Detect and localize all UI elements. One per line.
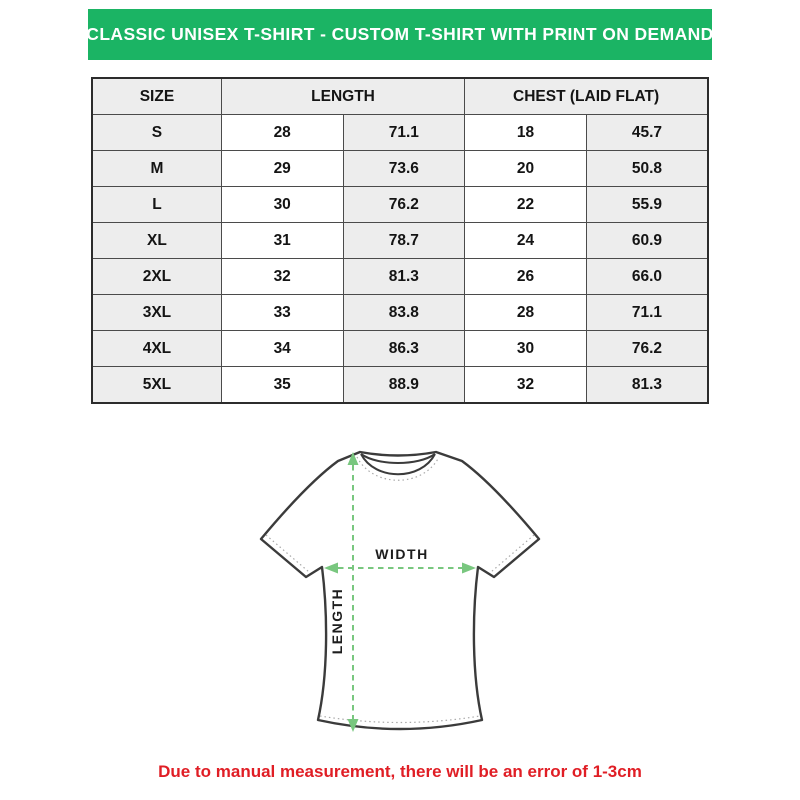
chest-cm: 81.3 xyxy=(586,367,708,404)
length-label: LENGTH xyxy=(329,587,345,655)
table-row xyxy=(92,367,708,404)
chest-in: 22 xyxy=(465,187,587,223)
size-label: XL xyxy=(92,223,221,259)
chest-in: 30 xyxy=(465,331,587,367)
length-in: 32 xyxy=(221,259,343,295)
page-title: CLASSIC UNISEX T-SHIRT - CUSTOM T-SHIRT WITH PRINT ON DEMAND xyxy=(86,24,714,44)
size-label: S xyxy=(92,115,221,151)
size-label: 2XL xyxy=(92,259,221,295)
chest-cm: 50.8 xyxy=(586,151,708,187)
chest-cm: 60.9 xyxy=(586,223,708,259)
chest-cm: 71.1 xyxy=(586,295,708,331)
length-in: 28 xyxy=(221,115,343,151)
chest-in: 24 xyxy=(465,223,587,259)
length-cm: 73.6 xyxy=(343,151,465,187)
chest-in: 32 xyxy=(465,367,587,404)
chest-in: 26 xyxy=(465,259,587,295)
chest-in: 20 xyxy=(465,151,587,187)
tshirt-outline xyxy=(261,452,539,729)
length-cm: 71.1 xyxy=(343,115,465,151)
table-row xyxy=(92,331,708,367)
size-chart-table xyxy=(91,77,709,404)
title-banner xyxy=(88,9,712,60)
table-row xyxy=(92,259,708,295)
length-in: 29 xyxy=(221,151,343,187)
chest-cm: 66.0 xyxy=(586,259,708,295)
measurement-error-note xyxy=(0,757,800,787)
note-text: Due to manual measurement, there will be an error of 1-3cm xyxy=(158,762,642,781)
chest-in: 18 xyxy=(465,115,587,151)
length-in: 35 xyxy=(221,367,343,404)
table-row xyxy=(92,115,708,151)
column-header-size: SIZE xyxy=(92,78,221,115)
size-label: L xyxy=(92,187,221,223)
chest-in: 28 xyxy=(465,295,587,331)
size-label: 5XL xyxy=(92,367,221,404)
length-cm: 76.2 xyxy=(343,187,465,223)
length-in: 31 xyxy=(221,223,343,259)
table-row xyxy=(92,187,708,223)
chest-cm: 45.7 xyxy=(586,115,708,151)
length-cm: 88.9 xyxy=(343,367,465,404)
table-header-row xyxy=(92,78,708,115)
length-in: 34 xyxy=(221,331,343,367)
length-cm: 83.8 xyxy=(343,295,465,331)
width-label: WIDTH xyxy=(375,546,429,562)
tshirt-measurement-diagram xyxy=(230,425,570,745)
table-row xyxy=(92,223,708,259)
chest-cm: 76.2 xyxy=(586,331,708,367)
table-row xyxy=(92,151,708,187)
table-row xyxy=(92,295,708,331)
chest-cm: 55.9 xyxy=(586,187,708,223)
length-in: 30 xyxy=(221,187,343,223)
size-label: M xyxy=(92,151,221,187)
column-header-length: LENGTH xyxy=(221,78,464,115)
length-in: 33 xyxy=(221,295,343,331)
length-cm: 81.3 xyxy=(343,259,465,295)
size-label: 4XL xyxy=(92,331,221,367)
length-cm: 78.7 xyxy=(343,223,465,259)
column-header-chest: CHEST (LAID FLAT) xyxy=(465,78,708,115)
length-cm: 86.3 xyxy=(343,331,465,367)
size-label: 3XL xyxy=(92,295,221,331)
